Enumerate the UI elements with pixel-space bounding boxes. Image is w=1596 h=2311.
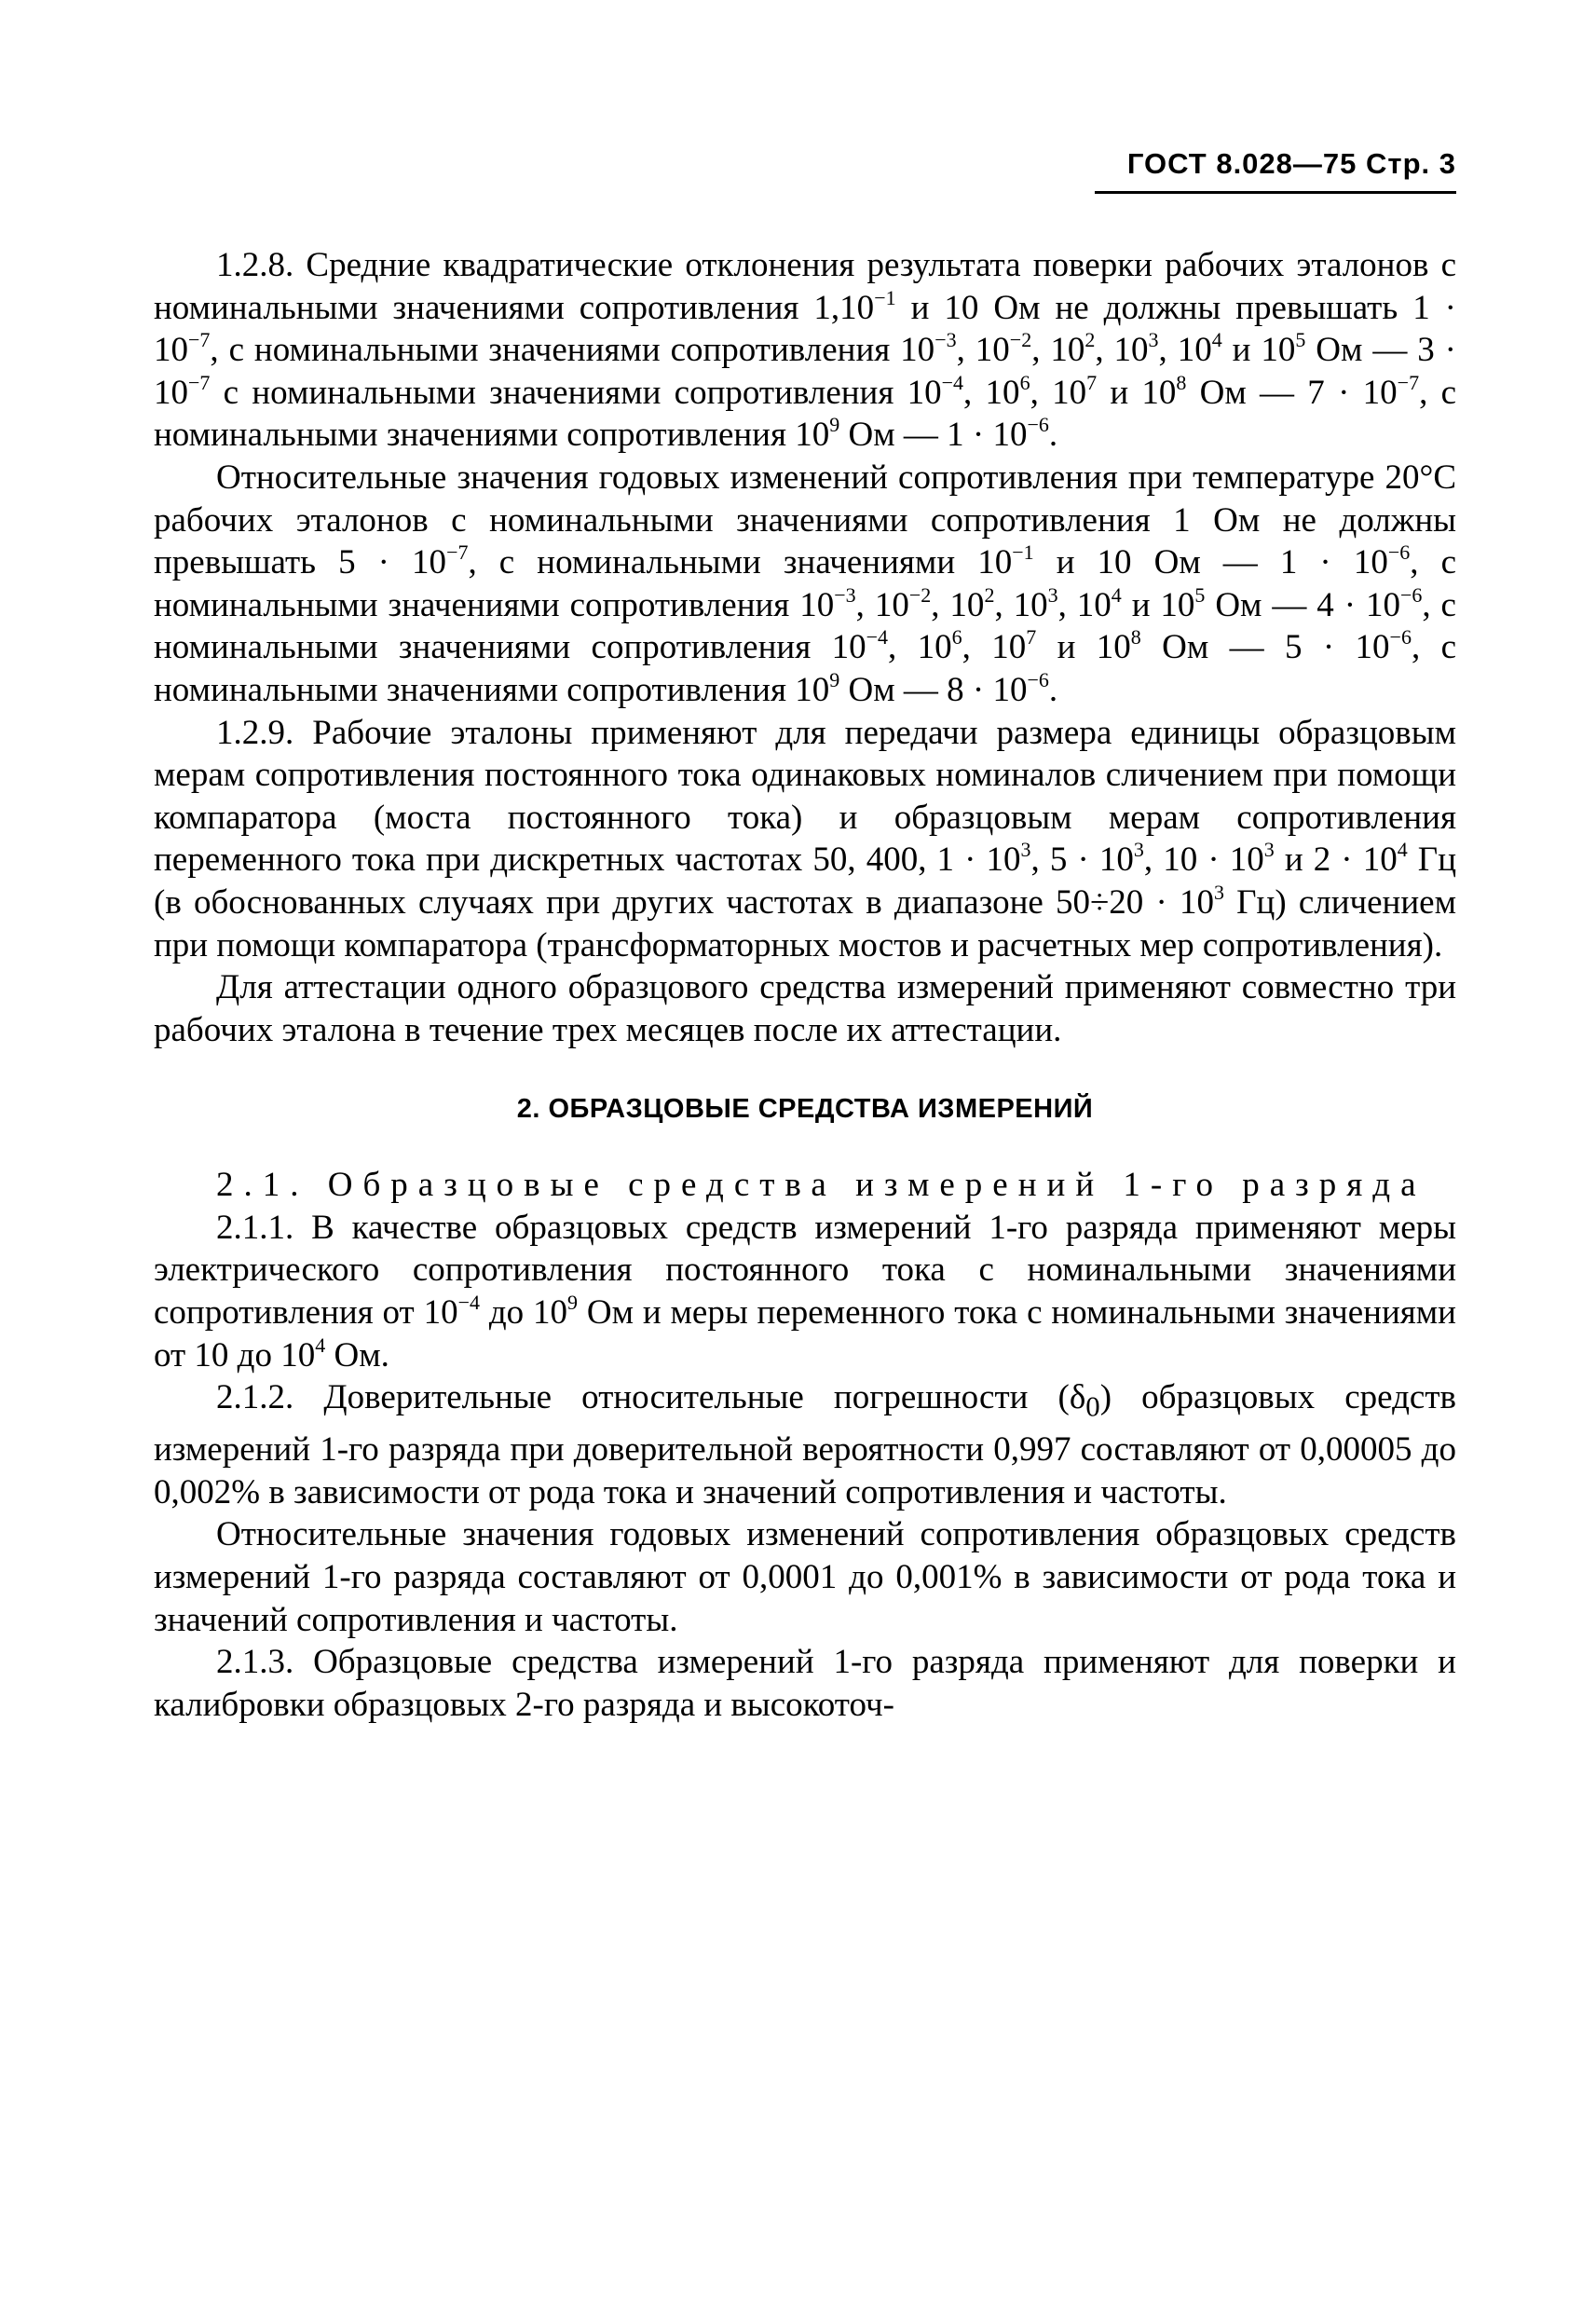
- paragraph: 1.2.9. Рабочие эталоны применяют для передачи размера единицы образцовым мерам сопротивления постоянного тока одинаковых номиналов сличением при помощи компаратора (моста постоянного тока) и образцовым мерам сопротивления переменного тока при дискретных частотах 50, 400, $1 \cdot 10^3$, $5 \cdot 10^3$, $10 \cdot 10^3$ и $2 \cdot 10^4$ Гц (в обоснованных случаях при других частотах в диапазоне $50\div 20 \cdot 10^3$ Гц) сличением при помощи компаратора (трансформаторных мостов и расчетных мер сопротивления).: [154, 713, 1456, 964]
- paragraph: Относительные значения годовых изменений сопротивления образцовых средств измерений 1-го разряда составляют от 0,0001 до 0,001% в зависимости от рода тока и значений сопротивления и частоты.: [154, 1515, 1456, 1639]
- paragraph: 2.1.2. Доверительные относительные погрешности $(\delta_0)$ образцовых средств измерений 1-го разряда при доверительной вероятности 0,997 составляют от 0,00005 до 0,002% в зависимости от рода тока и значений сопротивления и частоты.: [154, 1378, 1456, 1511]
- paragraph: 2.1.3. Образцовые средства измерений 1-го разряда применяют для поверки и калибровки образцовых 2-го разряда и высокоточ-: [154, 1643, 1456, 1724]
- subsection-heading: 2.1. Образцовые средства измерений 1-го разряда: [216, 1166, 1426, 1205]
- paragraph: Для аттестации одного образцового средства измерений применяют совместно три рабочих эталона в течение трех месяцев после их аттестации.: [154, 968, 1456, 1049]
- paragraph: Относительные значения годовых изменений сопротивления при температуре 20°С рабочих эталонов с номинальными значениями сопротивления 1 Ом не должны превышать $5 \cdot 10^{-7}$, с номинальными значениями $10^{-1}$ и 10 Ом — $1 \cdot 10^{-6}$, с номинальными значениями сопротивления $10^{-3}$, $10^{-2}$, $10^2$, $10^3$, $10^4$ и $10^5$ Ом — $4 \cdot 10^{-6}$, с номинальными значениями сопротивления $10^{-4}$, $10^6$, $10^7$ и $10^8$ Ом — $5 \cdot 10^{-6}$, с номинальными значениями сопротивления $10^9$ Ом — $8 \cdot 10^{-6}$.: [154, 458, 1457, 709]
- doc-code: ГОСТ 8.028—75: [1126, 147, 1357, 180]
- paragraph: 1.2.8. Средние квадратические отклонения результата поверки рабочих эталонов с номинальными значениями сопротивления $1,10^{-1}$ и 10 Ом не должны превышать $1 \cdot 10^{-7}$, с номинальными значениями сопротивления $10^{-3}$, $10^{-2}$, $10^2$, $10^3$, $10^4$ и $10^5$ Ом — $3 \cdot 10^{-7}$ с номинальными значениями сопротивления $10^{-4}$, $10^6$, $10^7$ и $10^8$ Ом — $7 \cdot 10^{-7}$, с номинальными значениями сопротивления $10^9$ Ом — $1 \cdot 10^{-6}$.: [154, 246, 1457, 455]
- header-rule: [1095, 191, 1456, 194]
- page-label: Стр. 3: [1366, 147, 1456, 180]
- page-body: [154, 244, 1456, 1726]
- paragraph: 2.1.1. В качестве образцовых средств измерений 1-го разряда применяют меры электрического сопротивления постоянного тока с номинальными значениями сопротивления от $10^{-4}$ до $10^9$ Ом и меры переменного тока с номинальными значениями от 10 до $10^4$ Ом.: [154, 1208, 1456, 1374]
- section-title: 2. ОБРАЗЦОВЫЕ СРЕДСТВА ИЗМЕРЕНИЙ: [516, 1094, 1094, 1125]
- page-header: [1127, 147, 1456, 181]
